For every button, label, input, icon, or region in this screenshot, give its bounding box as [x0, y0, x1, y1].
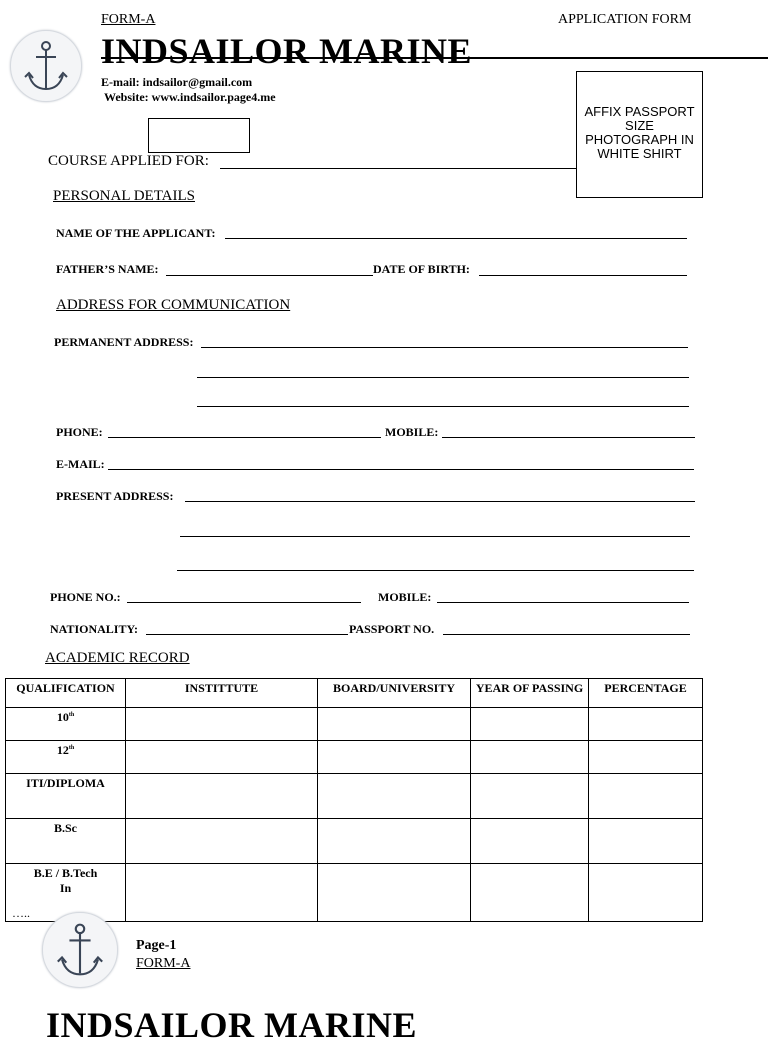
mobile-field[interactable]: [442, 437, 695, 438]
course-field[interactable]: [220, 168, 576, 169]
qualification-cell: 12th: [6, 741, 126, 774]
table-cell[interactable]: [318, 864, 471, 922]
qualification-cell: B.Sc: [6, 819, 126, 864]
footer-form-label: FORM-A: [136, 956, 191, 971]
qualification-cell: B.E / B.Tech In: [6, 864, 126, 922]
applicant-name-label: NAME OF THE APPLICANT:: [56, 226, 216, 240]
email-field[interactable]: [108, 469, 694, 470]
personal-details-heading: PERSONAL DETAILS: [53, 188, 195, 204]
address-heading: ADDRESS FOR COMMUNICATION: [56, 297, 291, 313]
table-cell[interactable]: [471, 864, 589, 922]
present-address-field-3[interactable]: [177, 570, 694, 571]
table-cell[interactable]: [126, 741, 318, 774]
present-address-field-1[interactable]: [185, 501, 695, 502]
father-name-field[interactable]: [166, 275, 373, 276]
table-cell[interactable]: [318, 741, 471, 774]
table-row: [6, 741, 703, 774]
table-cell[interactable]: [471, 741, 589, 774]
col-year-of-passing: YEAR OF PASSING: [471, 679, 589, 708]
permanent-address-field-2[interactable]: [197, 377, 689, 378]
mobile2-field[interactable]: [437, 602, 689, 603]
phone-no-label: PHONE NO.:: [50, 590, 121, 604]
col-qualification: QUALIFICATION: [6, 679, 126, 708]
table-cell[interactable]: [589, 819, 703, 864]
next-page-title: INDSAILOR MARINE: [46, 1005, 418, 1045]
course-label: COURSE APPLIED FOR:: [48, 153, 209, 169]
table-cell[interactable]: [589, 708, 703, 741]
qualification-cell: ITI/DIPLOMA: [6, 774, 126, 819]
table-cell[interactable]: [126, 708, 318, 741]
passport-label: PASSPORT NO.: [349, 622, 435, 636]
photo-box-text: AFFIX PASSPORT SIZE PHOTOGRAPH IN WHITE SHIRT: [584, 104, 695, 161]
col-percentage: PERCENTAGE: [589, 679, 703, 708]
academic-table: [5, 678, 703, 922]
form-label: FORM-A: [101, 12, 156, 27]
permanent-address-label: PERMANENT ADDRESS:: [54, 335, 194, 349]
phone-no-field[interactable]: [127, 602, 361, 603]
mobile-label: MOBILE:: [385, 425, 439, 439]
table-cell[interactable]: [126, 864, 318, 922]
table-cell[interactable]: [318, 774, 471, 819]
table-cell[interactable]: [471, 819, 589, 864]
permanent-address-field-3[interactable]: [197, 406, 689, 407]
table-cell[interactable]: [318, 708, 471, 741]
phone-field[interactable]: [108, 437, 381, 438]
small-blank-box: [148, 118, 250, 153]
mobile2-label: MOBILE:: [378, 590, 432, 604]
page-number: Page-1: [136, 938, 177, 953]
anchor-icon: [43, 913, 117, 987]
academic-record-heading: ACADEMIC RECORD: [45, 650, 190, 666]
anchor-logo-footer: [42, 912, 118, 988]
table-cell[interactable]: [589, 774, 703, 819]
applicant-name-field[interactable]: [225, 238, 687, 239]
nationality-field[interactable]: [146, 634, 348, 635]
passport-field[interactable]: [443, 634, 690, 635]
anchor-icon: [11, 31, 81, 101]
header-rule: [101, 57, 768, 59]
anchor-logo: [10, 30, 82, 102]
table-row: [6, 774, 703, 819]
contact-website: Website: www.indsailor.page4.me: [104, 90, 276, 104]
table-cell[interactable]: [471, 708, 589, 741]
col-board-university: BOARD/UNIVERSITY: [318, 679, 471, 708]
academic-header-row: [6, 679, 703, 708]
email-label: E-MAIL:: [56, 457, 105, 471]
table-cell[interactable]: [126, 774, 318, 819]
contact-email: E-mail: indsailor@gmail.com: [101, 75, 253, 89]
col-institute: INSTITTUTE: [126, 679, 318, 708]
dob-label: DATE OF BIRTH:: [373, 262, 470, 276]
present-address-label: PRESENT ADDRESS:: [56, 489, 174, 503]
form-type-label: APPLICATION FORM: [558, 12, 692, 27]
phone-label: PHONE:: [56, 425, 103, 439]
trailing-dots: …..: [12, 906, 30, 920]
table-cell[interactable]: [589, 741, 703, 774]
table-cell[interactable]: [126, 819, 318, 864]
qualification-cell: 10th: [6, 708, 126, 741]
table-cell[interactable]: [318, 819, 471, 864]
present-address-field-2[interactable]: [180, 536, 690, 537]
table-cell[interactable]: [589, 864, 703, 922]
company-name: INDSAILOR MARINE: [101, 31, 473, 71]
table-cell[interactable]: [471, 774, 589, 819]
nationality-label: NATIONALITY:: [50, 622, 139, 636]
permanent-address-field-1[interactable]: [201, 347, 688, 348]
photo-box: [576, 71, 703, 198]
dob-field[interactable]: [479, 275, 687, 276]
table-row: [6, 819, 703, 864]
table-row: [6, 708, 703, 741]
father-name-label: FATHER’S NAME:: [56, 262, 159, 276]
